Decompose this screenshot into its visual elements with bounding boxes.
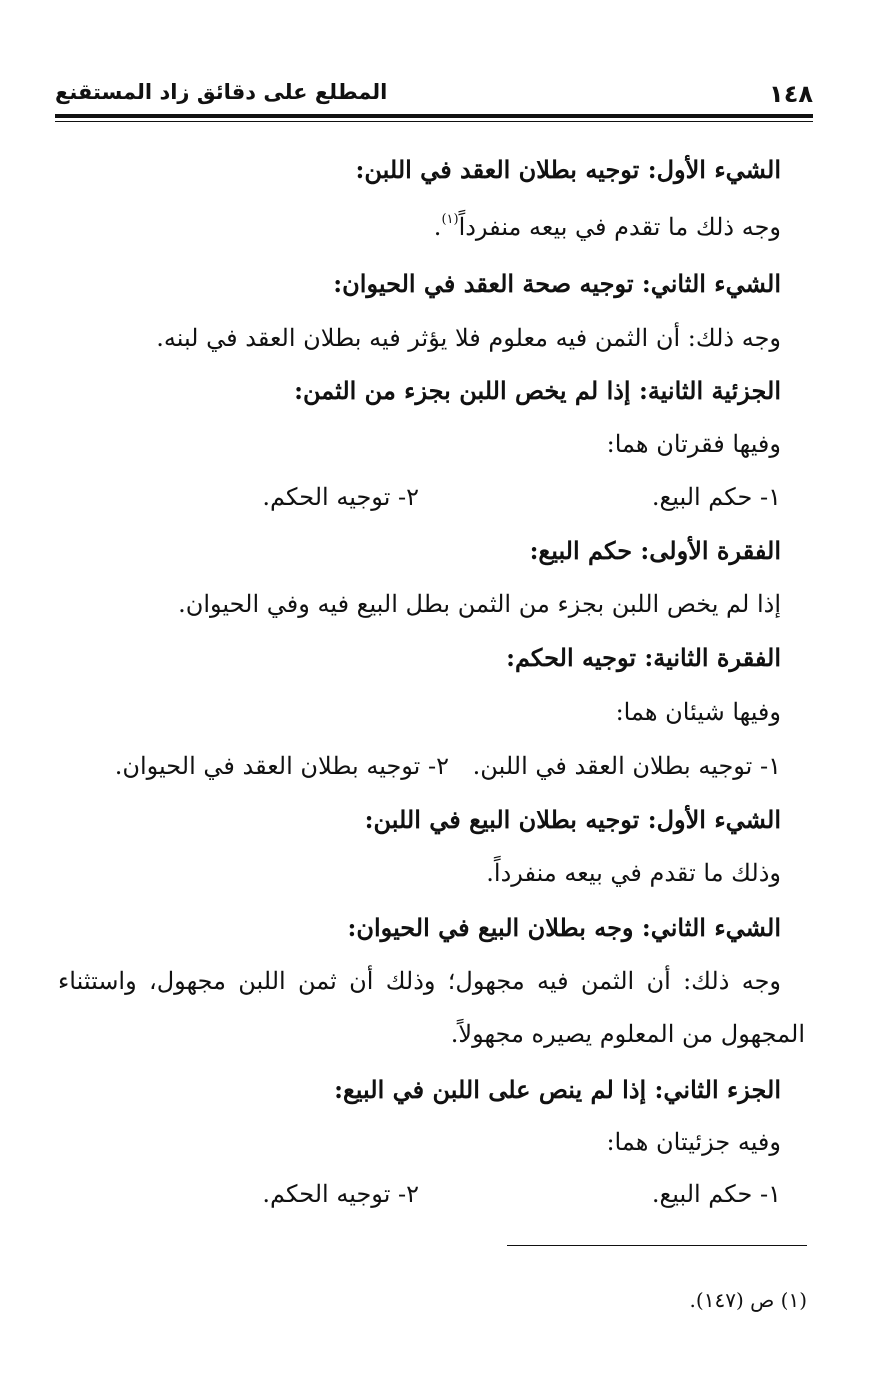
- footnote-separator: [507, 1245, 807, 1246]
- page-number: ١٤٨: [769, 80, 813, 108]
- paragraph-line: وذلك ما تقدم في بيعه منفرداً.: [486, 859, 781, 887]
- paragraph-line: المجهول من المعلوم يصيره مجهولاً.: [450, 1020, 805, 1048]
- list-item: ١- حكم البيع.: [651, 1180, 781, 1208]
- list-item: ٢- توجيه الحكم.: [262, 483, 419, 511]
- heading-second-paragraph: الفقرة الثانية: توجيه الحكم:: [506, 643, 781, 672]
- footnote-marker: (١): [441, 212, 459, 227]
- heading-first-thing: الشيء الأول: توجيه بطلان البيع في اللبن:: [364, 805, 781, 834]
- paragraph-line: إذا لم يخص اللبن بجزء من الثمن بطل البيع فيه وفي الحيوان.: [178, 590, 781, 618]
- heading-second-thing: الشيء الثاني: وجه بطلان البيع في الحيوان:: [347, 913, 781, 942]
- header-rule-thin: [55, 121, 813, 122]
- header-rule-thick: [55, 114, 813, 118]
- heading-second-part: الجزئية الثانية: إذا لم يخص اللبن بجزء من الثمن:: [294, 376, 781, 405]
- list-item: ٢- توجيه بطلان العقد في الحيوان.: [114, 752, 449, 780]
- list-item: ١- حكم البيع.: [651, 483, 781, 511]
- heading-first-paragraph: الفقرة الأولى: حكم البيع:: [529, 536, 781, 565]
- paragraph-line: [434, 207, 781, 247]
- footnote: (١) ص (١٤٧).: [689, 1288, 807, 1312]
- running-title: المطلع على دقائق زاد المستقنع: [55, 80, 388, 104]
- list-item: ٢- توجيه الحكم.: [262, 1180, 419, 1208]
- page-header: [55, 72, 813, 112]
- list-item: ١- توجيه بطلان العقد في اللبن.: [472, 752, 781, 780]
- paragraph-period: .: [433, 213, 442, 241]
- paragraph-line: وفيه جزئيتان هما:: [606, 1128, 781, 1156]
- heading-first-thing: الشيء الأول: توجيه بطلان العقد في اللبن:: [355, 155, 781, 184]
- paragraph-line: وجه ذلك: أن الثمن فيه معلوم فلا يؤثر فيه بطلان العقد في لبنه.: [156, 324, 781, 352]
- paragraph-line: وجه ذلك: أن الثمن فيه مجهول؛ وذلك أن ثمن اللبن مجهول، واستثناء: [58, 967, 781, 995]
- paragraph-line: وفيها فقرتان هما:: [606, 430, 781, 458]
- heading-second-section: الجزء الثاني: إذا لم ينص على اللبن في البيع:: [334, 1075, 781, 1104]
- heading-second-thing: الشيء الثاني: توجيه صحة العقد في الحيوان:: [333, 269, 781, 298]
- paragraph-text: وجه ذلك ما تقدم في بيعه منفرداً: [458, 213, 781, 241]
- paragraph-line: وفيها شيئان هما:: [615, 698, 781, 726]
